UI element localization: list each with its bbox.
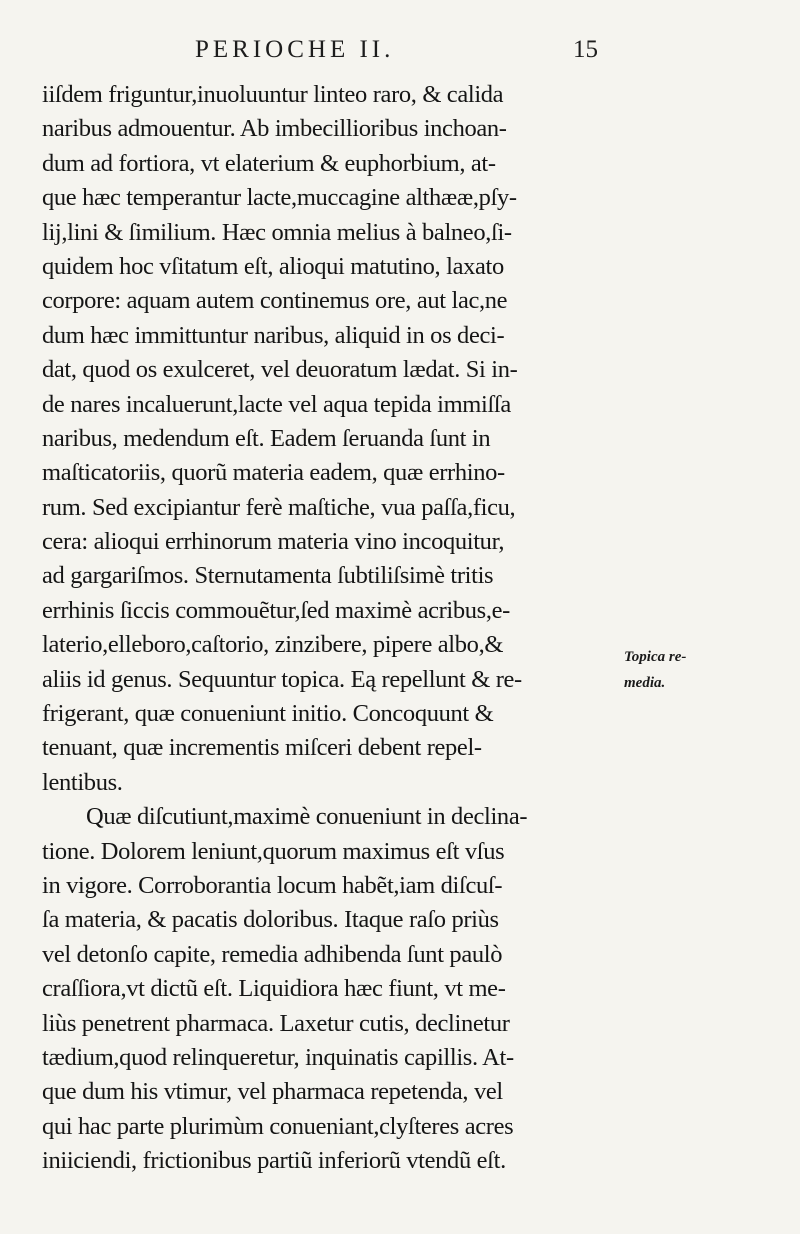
text-line: vel detonſo capite, remedia adhibenda ſunt paulò (42, 940, 503, 968)
text-line: maſticatoriis, quorũ materia eadem, quæ errhino- (42, 459, 505, 487)
text-line: iiſdem friguntur,inuoluuntur linteo raro, & calida (42, 81, 504, 108)
text-line: laterio,elleboro,caſtorio, zinzibere, pipere albo,& (42, 631, 504, 659)
text-line: tione. Dolorem leniunt,quorum maximus eſt vſus (42, 837, 505, 865)
marginal-note-line: media. (624, 675, 666, 691)
text-line: tædium,quod relinqueretur, inquinatis capillis. At- (42, 1043, 514, 1071)
text-line: de nares incaluerunt,lacte vel aqua tepida immiſſa (42, 390, 511, 418)
marginal-note (624, 644, 794, 696)
text-line: naribus, medendum eſt. Eadem ſeruanda ſunt in (42, 424, 491, 452)
text-line: errhinis ſiccis commouẽtur,ſed maximè acribus,e- (42, 596, 510, 624)
text-line: tenuant, quæ incrementis miſceri debent repel- (42, 734, 482, 762)
running-head: PERIOCHE II. (195, 36, 395, 63)
text-line: aliis id genus. Sequuntur topica. Eą repellunt & re- (42, 665, 522, 693)
text-line: frigerant, quæ conueniunt initio. Concoquunt & (42, 700, 494, 728)
page-number: 15 (573, 36, 598, 63)
text-line: ad gargariſmos. Sternutamenta ſubtiliſsimè tritis (42, 562, 494, 590)
text-line: corpore: aquam autem continemus ore, aut lac,ne (42, 287, 508, 315)
text-line: lij,lini & ſimilium. Hæc omnia melius à balneo,ſi- (42, 218, 512, 246)
text-line: iniiciendi, frictionibus partiũ inferiorũ vtendũ eſt. (42, 1147, 506, 1175)
paragraph-first-line: Quæ diſcutiunt,maximè conueniunt in declina- (86, 803, 528, 831)
text-line: rum. Sed excipiantur ferè maſtiche, vua paſſa,ficu, (42, 493, 516, 521)
text-line: craſſiora,vt dictũ eſt. Liquidiora hæc fiunt, vt me- (42, 975, 506, 1003)
marginal-note-line: Topica re- (624, 649, 687, 665)
text-line: liùs penetrent pharmaca. Laxetur cutis, declinetur (42, 1009, 510, 1037)
text-line: ſa materia, & pacatis doloribus. Itaque raſo priùs (42, 906, 499, 934)
text-line: quidem hoc vſitatum eſt, alioqui matutino, laxato (42, 252, 504, 280)
text-line: qui hac parte plurimùm conueniant,clyſteres acres (42, 1112, 514, 1140)
text-line: que dum his vtimur, vel pharmaca repetenda, vel (42, 1078, 503, 1106)
text-line: cera: alioqui errhinorum materia vino incoquitur, (42, 528, 505, 556)
text-line: que hæc temperantur lacte,muccagine althææ,pſy- (42, 184, 517, 212)
text-line: dat, quod os exulceret, vel deuoratum lædat. Si in- (42, 356, 518, 384)
text-line: lentibus. (42, 768, 123, 796)
text-line: dum hæc immittuntur naribus, aliquid in os deci- (42, 321, 505, 349)
page-header (0, 36, 800, 66)
main-text (42, 78, 608, 1179)
text-line: dum ad fortiora, vt elaterium & euphorbium, at- (42, 149, 496, 177)
text-line: in vigore. Corroborantia locum habẽt,iam diſcuſ- (42, 871, 503, 899)
text-line: naribus admouentur. Ab imbecillioribus inchoan- (42, 115, 507, 143)
